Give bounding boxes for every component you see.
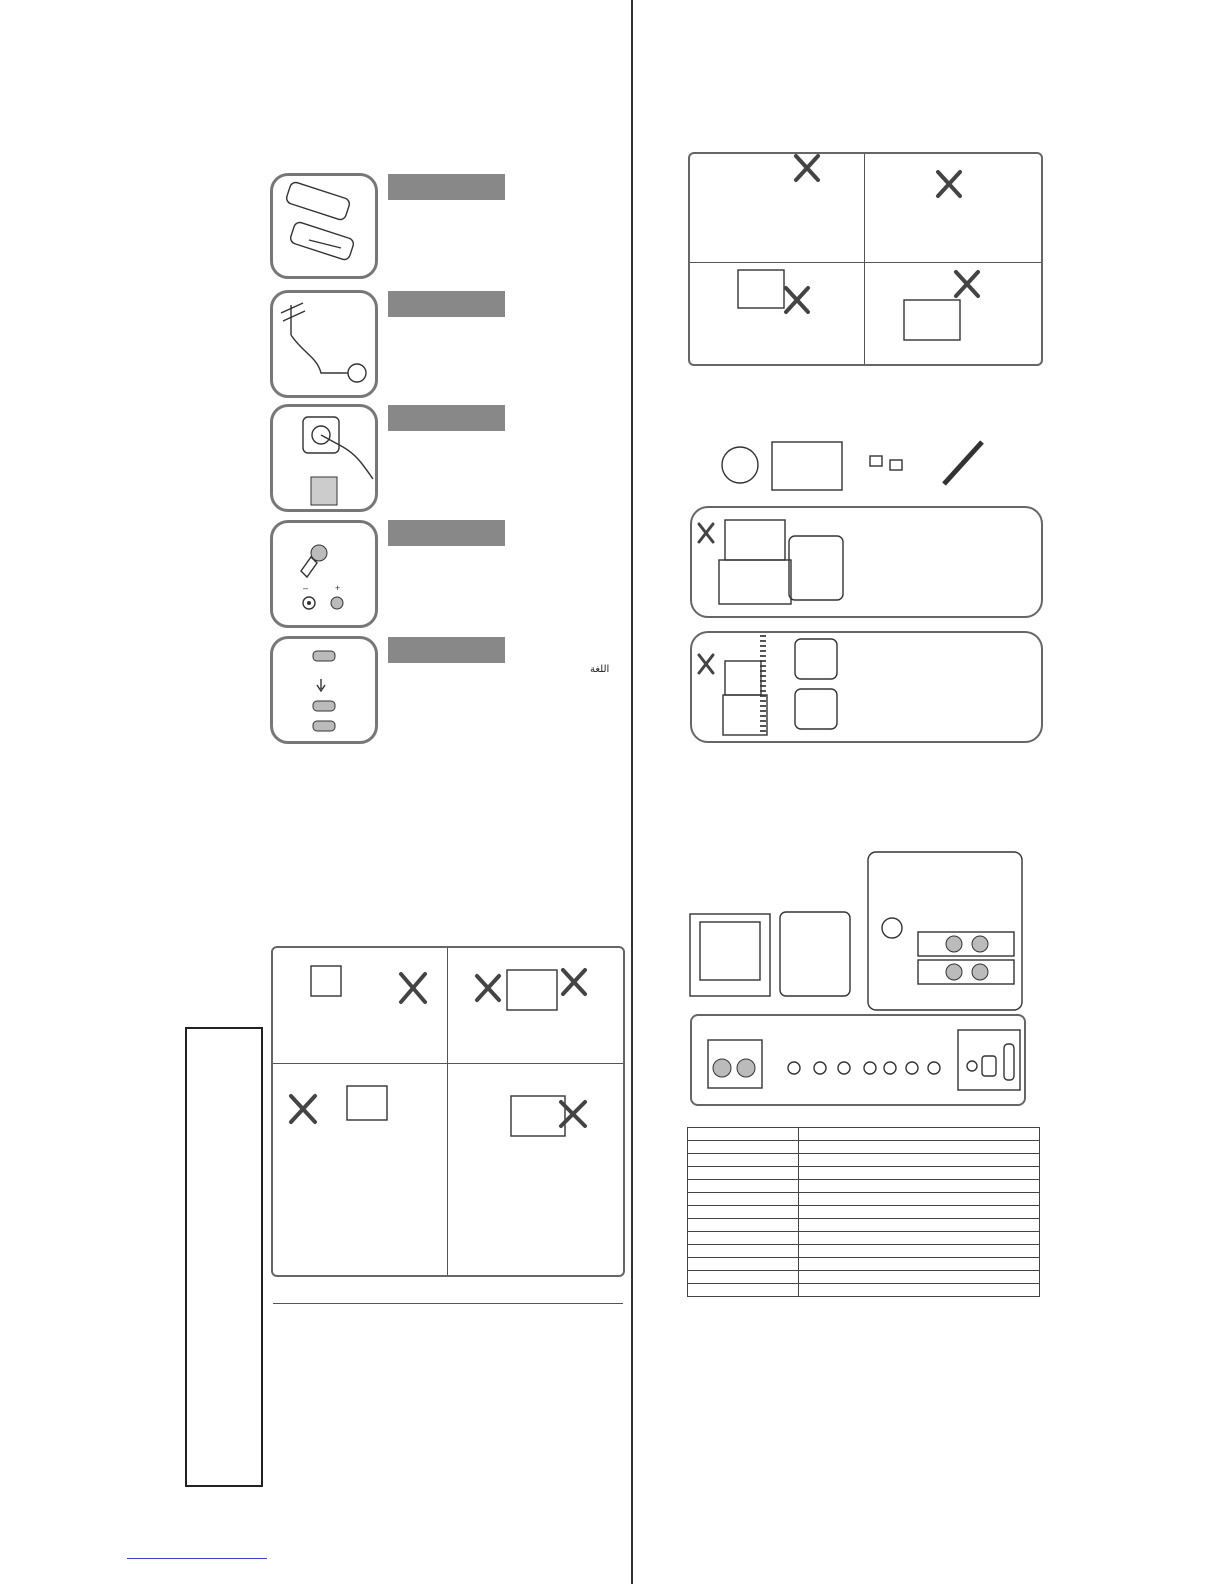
- placement-illustrations: [688, 152, 1048, 372]
- table-row: [688, 1232, 1040, 1245]
- table-row: [688, 1141, 1040, 1154]
- control-description-cell: [799, 1271, 1040, 1284]
- menu-buttons-icon: [273, 639, 375, 741]
- step-frame-controls: [270, 520, 378, 628]
- sidebar-frame: [185, 1027, 263, 1487]
- table-row: [688, 1271, 1040, 1284]
- control-description-cell: [799, 1245, 1040, 1258]
- control-description-cell: [799, 1180, 1040, 1193]
- front-panel-controls: [690, 1014, 1030, 1094]
- footer-link-underline: [127, 1558, 267, 1559]
- control-description-cell: [799, 1128, 1040, 1141]
- step-heading-bar-power: [388, 405, 505, 431]
- antenna-icon: [273, 293, 375, 395]
- step-heading-bar-controls: [388, 520, 505, 546]
- table-row: [688, 1167, 1040, 1180]
- control-symbol-cell: [688, 1167, 799, 1180]
- control-symbol-cell: [688, 1154, 799, 1167]
- control-symbol-cell: [688, 1141, 799, 1154]
- control-description-cell: [799, 1141, 1040, 1154]
- power-plug-icon: [273, 407, 375, 509]
- control-description-cell: [799, 1219, 1040, 1232]
- tv-panel-illustration: [688, 852, 1048, 1022]
- controls-table: [687, 1127, 1040, 1297]
- step-frame-power: [270, 404, 378, 512]
- control-symbol-cell: [688, 1193, 799, 1206]
- anchor-illustration-2: [695, 631, 855, 741]
- table-row: [688, 1284, 1040, 1297]
- table-row: [688, 1245, 1040, 1258]
- step-frame-batteries: [270, 173, 378, 279]
- table-row: [688, 1128, 1040, 1141]
- control-symbol-cell: [688, 1245, 799, 1258]
- control-description-cell: [799, 1284, 1040, 1297]
- control-symbol-cell: [688, 1206, 799, 1219]
- control-description-cell: [799, 1232, 1040, 1245]
- step-frame-language: [270, 636, 378, 744]
- table-row: [688, 1206, 1040, 1219]
- table-row: [688, 1154, 1040, 1167]
- control-symbol-cell: [688, 1219, 799, 1232]
- control-symbol-cell: [688, 1271, 799, 1284]
- anchor-illustration-1: [695, 506, 855, 616]
- control-description-cell: [799, 1206, 1040, 1219]
- control-symbol-cell: [688, 1232, 799, 1245]
- step-heading-bar-batteries: [388, 174, 505, 200]
- language-label: اللغة: [590, 664, 610, 675]
- safety-warnings-grid-lower: [271, 1183, 625, 1277]
- control-symbol-cell: [688, 1128, 799, 1141]
- control-symbol-cell: [688, 1284, 799, 1297]
- table-row: [688, 1193, 1040, 1206]
- step-heading-bar-language: [388, 637, 505, 663]
- control-description-cell: [799, 1193, 1040, 1206]
- page-divider: [631, 0, 633, 1584]
- step-heading-bar-antenna: [388, 291, 505, 317]
- table-row: [688, 1258, 1040, 1271]
- volume-minus-mark: –: [303, 583, 309, 593]
- table-row: [688, 1219, 1040, 1232]
- control-symbol-cell: [688, 1258, 799, 1271]
- step-frame-antenna: [270, 290, 378, 398]
- accessories-illustration: [720, 440, 1020, 500]
- volume-plus-mark: +: [335, 583, 341, 593]
- control-description-cell: [799, 1167, 1040, 1180]
- control-description-cell: [799, 1154, 1040, 1167]
- control-description-cell: [799, 1258, 1040, 1271]
- control-symbol-cell: [688, 1180, 799, 1193]
- pointing-finger-icon: [273, 523, 375, 625]
- remote-control-icon: [273, 176, 375, 276]
- table-row: [688, 1180, 1040, 1193]
